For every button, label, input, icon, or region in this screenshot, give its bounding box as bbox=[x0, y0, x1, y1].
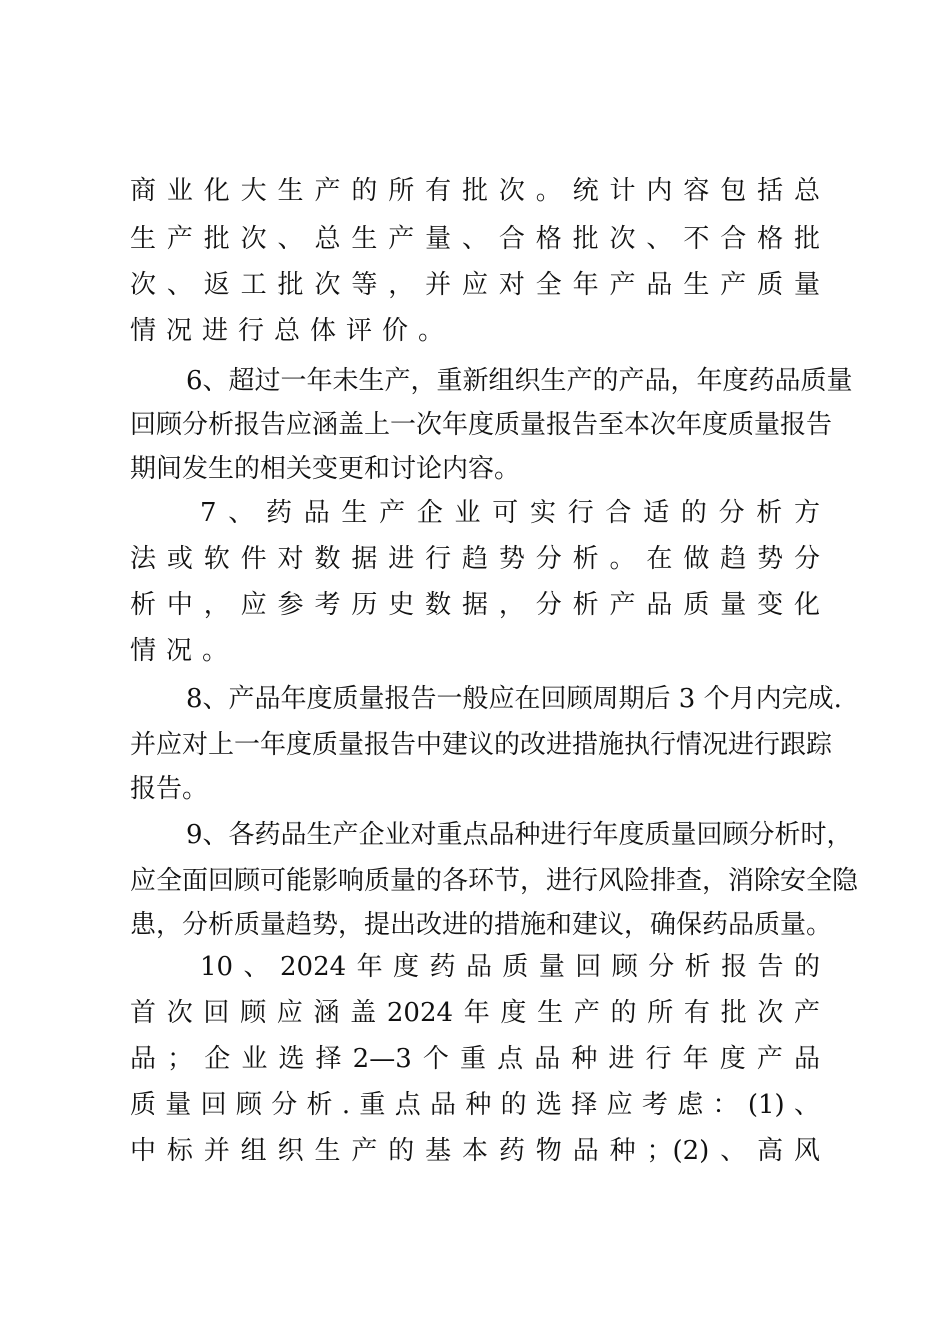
paragraph-line: 品；企业选择2—3个重点品种进行年度产品 bbox=[130, 1044, 820, 1074]
paragraph-line: 中标并组织生产的基本药物品种；(2)、高风 bbox=[130, 1136, 820, 1166]
paragraph-line: 质量回顾分析.重点品种的选择应考虑：(1)、 bbox=[130, 1090, 820, 1120]
paragraph-line: 8、产品年度质量报告一般应在回顾周期后 3 个月内完成. bbox=[186, 684, 842, 714]
paragraph-line: 情况进行总体评价。 bbox=[130, 316, 455, 346]
paragraph-line: 首次回顾应涵盖2024年度生产的所有批次产 bbox=[130, 998, 820, 1028]
paragraph-line: 报告。 bbox=[130, 774, 209, 804]
paragraph-line: 7、药品生产企业可实行合适的分析方 bbox=[200, 498, 820, 528]
paragraph-line: 10、2024年度药品质量回顾分析报告的 bbox=[200, 952, 820, 982]
paragraph-line: 9、各药品生产企业对重点品种进行年度质量回顾分析时， bbox=[186, 820, 853, 850]
paragraph-line: 生产批次、总生产量、合格批次、不合格批 bbox=[130, 224, 820, 254]
paragraph-line: 应全面回顾可能影响质量的各环节，进行风险排查，消除安全隐 bbox=[130, 866, 859, 896]
paragraph-line: 法或软件对数据进行趋势分析。在做趋势分 bbox=[130, 544, 820, 574]
paragraph-line: 患，分析质量趋势，提出改进的措施和建议，确保药品质量。 bbox=[130, 910, 833, 940]
paragraph-line: 析中，应参考历史数据，分析产品质量变化 bbox=[130, 590, 820, 620]
paragraph-line: 期间发生的相关变更和讨论内容。 bbox=[130, 454, 521, 484]
paragraph-line: 回顾分析报告应涵盖上一次年度质量报告至本次年度质量报告 bbox=[130, 410, 833, 440]
paragraph-line: 并应对上一年度质量报告中建议的改进措施执行情况进行跟踪 bbox=[130, 730, 833, 760]
paragraph-line: 情况。 bbox=[130, 636, 239, 666]
paragraph-line: 6、超过一年未生产，重新组织生产的产品，年度药品质量 bbox=[186, 366, 853, 396]
paragraph-line: 次、返工批次等，并应对全年产品生产质量 bbox=[130, 270, 820, 300]
paragraph-line: 商业化大生产的所有批次。统计内容包括总 bbox=[130, 176, 820, 206]
